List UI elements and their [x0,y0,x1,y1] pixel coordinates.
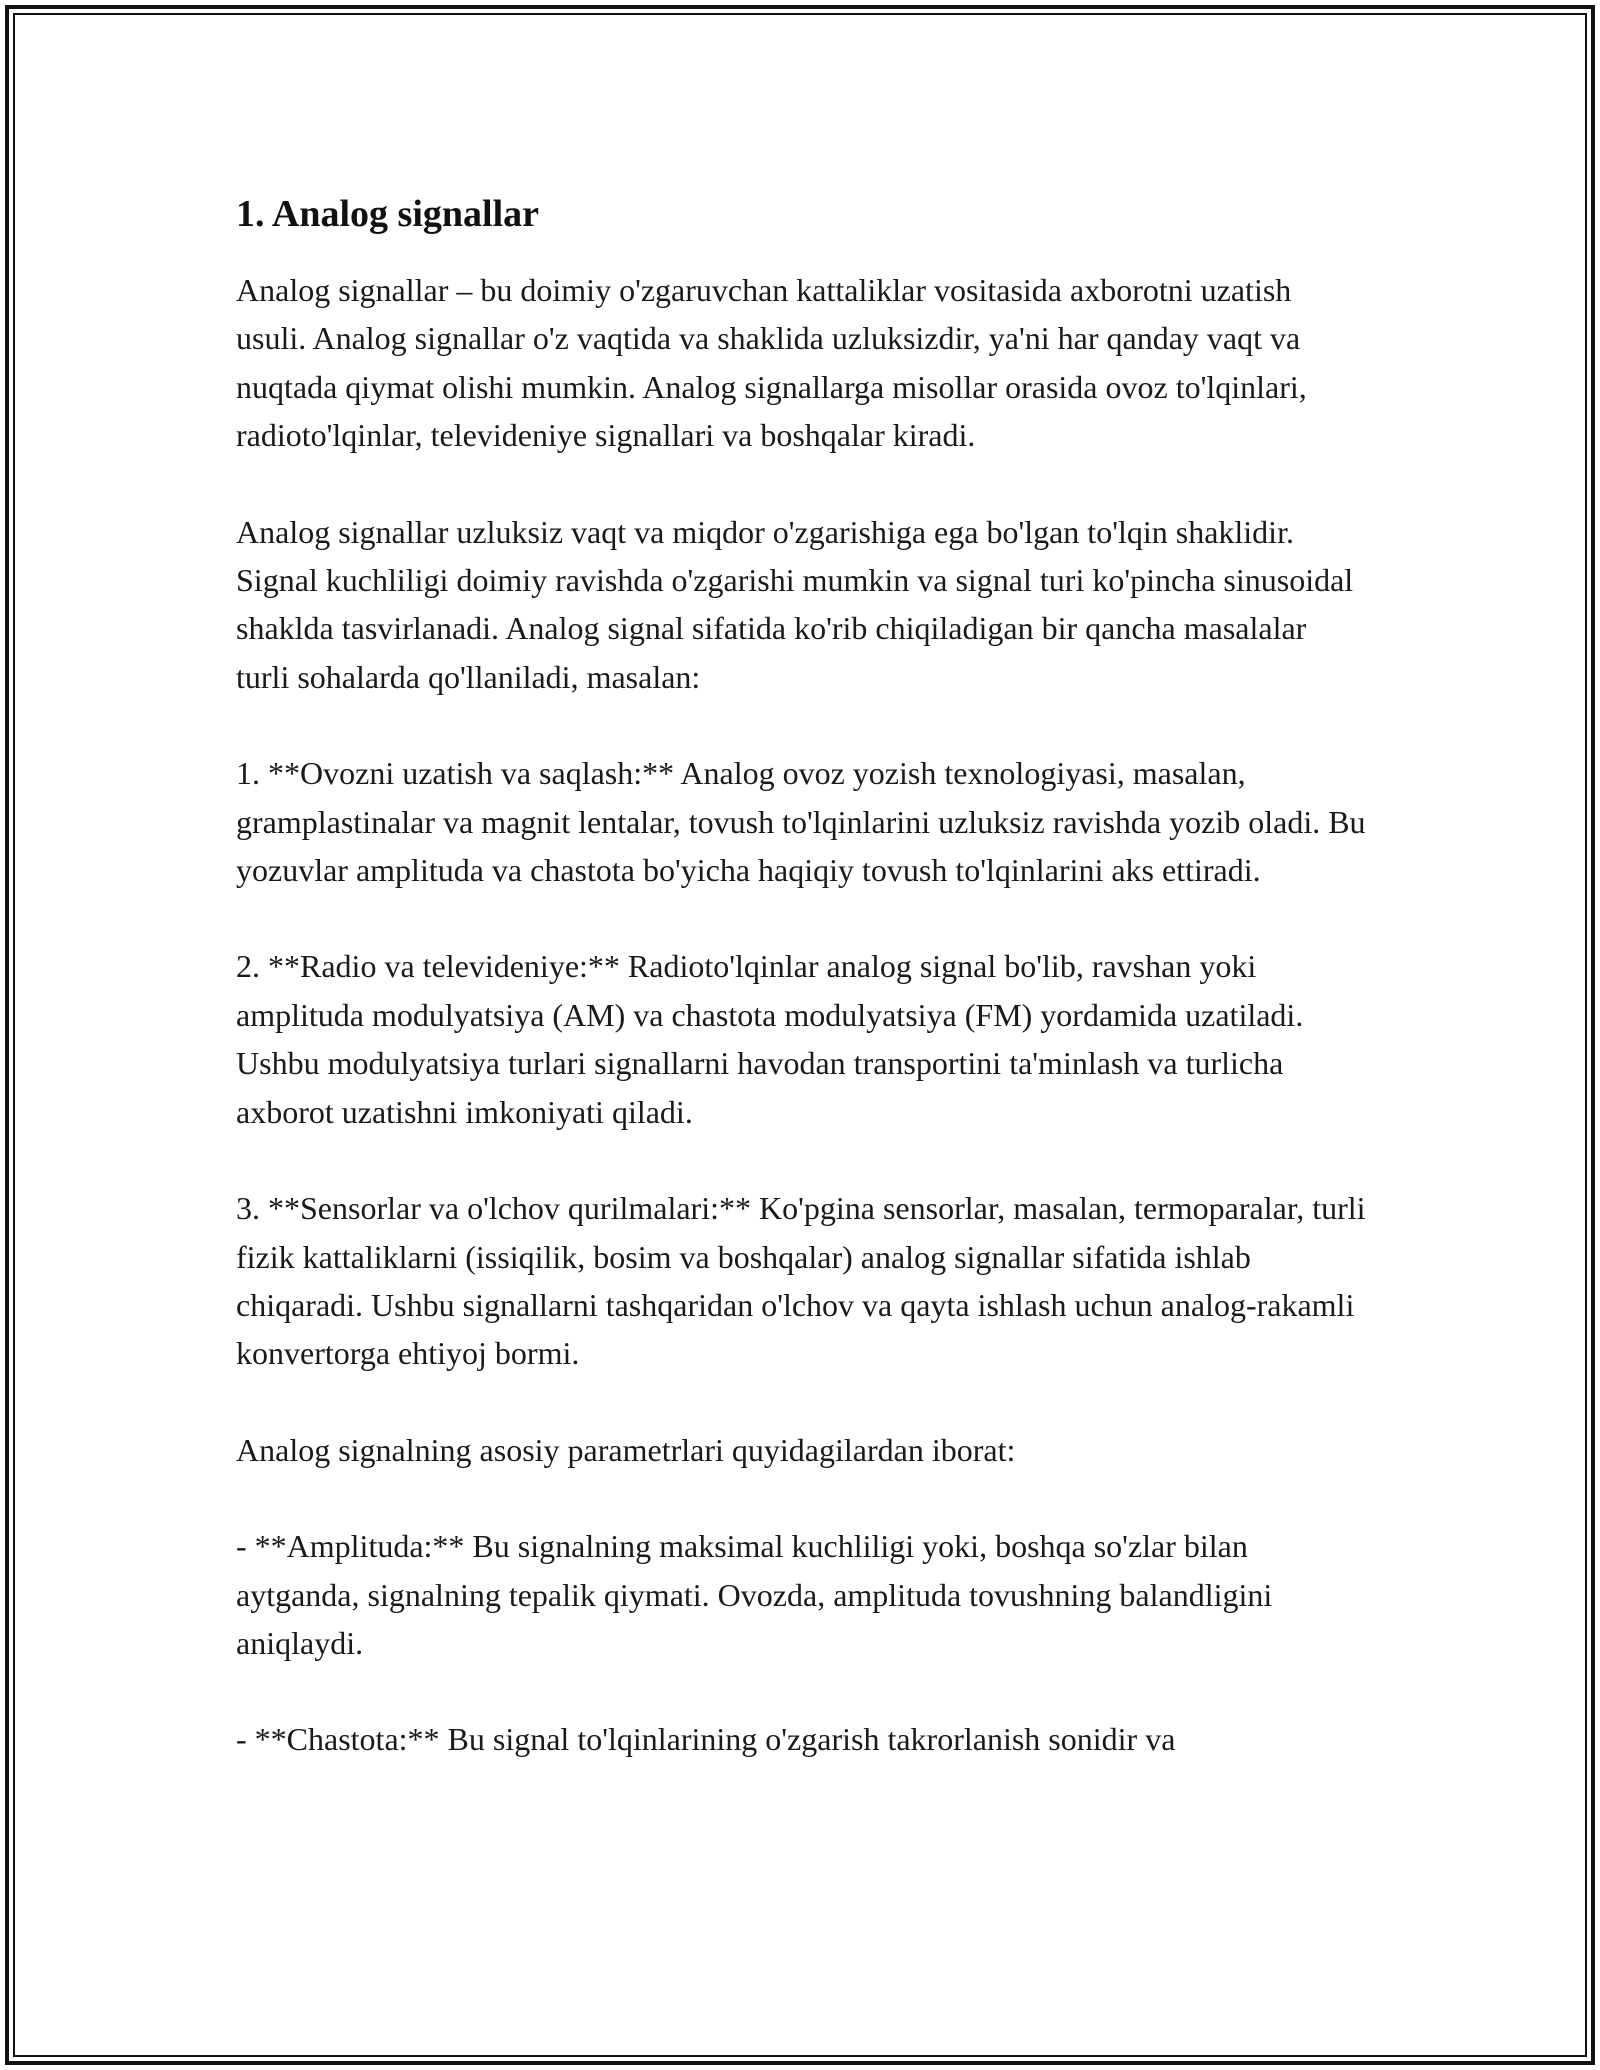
bullet-frequency: - **Chastota:** Bu signal to'lqinlarining o'zgarish takrorlanish sonidir va [236,1721,1176,1758]
paragraph-intro: Analog signallar – bu doimiy o'zgaruvchan kattaliklar vositasida axborotni uzatish usuli. Analog signallar o'z vaqtida va shaklida uzluksizdir, ya'ni har qanday vaqt va nuqtada qiymat olishi mumkin. Analog signallarga misollar orasida ovoz to'lqinlari, radioto'lqinlar, televideniye signallari va boshqalar kiradi. [236,272,1307,454]
list-item-radio-tv: 2. **Radio va televideniye:** Radioto'lqinlar analog signal bo'lib, ravshan yoki amplituda modulyatsiya (AM) va chastota modulyatsiya (FM) yordamida uzatiladi. Ushbu modulyatsiya turlari signallarni havodan transportini ta'minlash va turlicha axborot uzatishni imkoniyati qiladi. [236,948,1304,1130]
list-item-sound: 1. **Ovozni uzatish va saqlash:** Analog ovoz yozish texnologiyasi, masalan, gramplastinalar va magnit lentalar, tovush to'lqinlarini uzluksiz ravishda yozib oladi. Bu yozuvlar amplituda va chastota bo'yicha haqiqiy tovush to'lqinlarini aks ettiradi. [236,755,1366,889]
paragraph-parameters-intro: Analog signalning asosiy parametrlari quyidagilardan iborat: [236,1431,1016,1468]
document-body [236,186,1366,1812]
list-item-sensors: 3. **Sensorlar va o'lchov qurilmalari:** Ko'pgina sensorlar, masalan, termoparalar, turli fizik kattaliklarni (issiqilik, bosim va boshqalar) analog signallar sifatida ishlab chiqaradi. Ushbu signallarni tashqaridan o'lchov va qayta ishlash uchun analog-rakamli konvertorga ehtiyoj bormi. [236,1190,1366,1372]
paragraph-waveform: Analog signallar uzluksiz vaqt va miqdor o'zgarishiga ega bo'lgan to'lqin shaklidir. Signal kuchliligi doimiy ravishda o'zgarishi mumkin va signal turi ko'pincha sinusoidal shaklda tasvirlanadi. Analog signal sifatida ko'rib chiqiladigan bir qancha masalalar turli sohalarda qo'llaniladi, masalan: [236,513,1354,695]
page-title: 1. Analog signallar [236,193,539,235]
bullet-amplitude: - **Amplituda:** Bu signalning maksimal kuchliligi yoki, boshqa so'zlar bilan aytganda, signalning tepalik qiymati. Ovozda, amplituda tovushning balandligini aniqlaydi. [236,1528,1273,1661]
